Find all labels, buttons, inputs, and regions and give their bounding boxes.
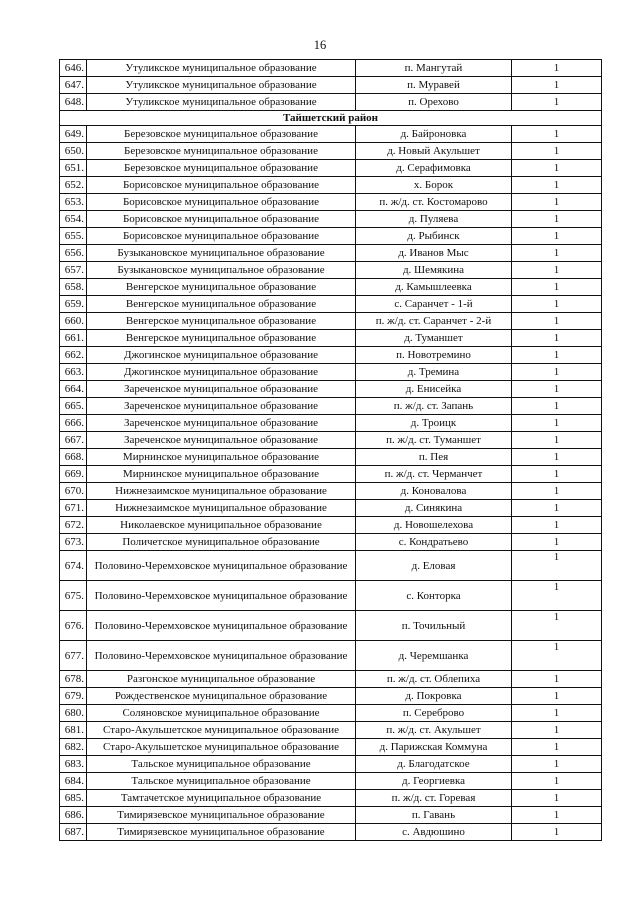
count-cell: 1 (512, 705, 602, 722)
row-number: 664. (60, 381, 87, 398)
municipality-cell: Зареченское муниципальное образование (87, 415, 356, 432)
settlement-cell: д. Еловая (356, 551, 512, 581)
row-number: 676. (60, 611, 87, 641)
settlement-cell: с. Кондратьево (356, 534, 512, 551)
settlement-cell: с. Саранчет - 1-й (356, 296, 512, 313)
table-row (60, 790, 602, 807)
settlement-cell: п. ж/д. ст. Костомарово (356, 194, 512, 211)
row-number: 687. (60, 824, 87, 841)
count-cell: 1 (512, 177, 602, 194)
municipality-cell: Половино-Черемховское муниципальное образование (87, 641, 356, 671)
count-cell: 1 (512, 364, 602, 381)
row-number: 653. (60, 194, 87, 211)
row-number: 666. (60, 415, 87, 432)
row-number: 662. (60, 347, 87, 364)
row-number: 677. (60, 641, 87, 671)
row-number: 659. (60, 296, 87, 313)
settlement-cell: д. Тремина (356, 364, 512, 381)
row-number: 680. (60, 705, 87, 722)
municipality-cell: Рождественское муниципальное образование (87, 688, 356, 705)
municipality-cell: Бузыкановское муниципальное образование (87, 262, 356, 279)
count-cell: 1 (512, 415, 602, 432)
table-row (60, 364, 602, 381)
count-cell: 1 (512, 688, 602, 705)
count-cell: 1 (512, 551, 602, 581)
municipality-cell: Венгерское муниципальное образование (87, 330, 356, 347)
municipality-cell: Венгерское муниципальное образование (87, 296, 356, 313)
settlement-cell: д. Коновалова (356, 483, 512, 500)
count-cell: 1 (512, 262, 602, 279)
row-number: 686. (60, 807, 87, 824)
row-number: 661. (60, 330, 87, 347)
settlement-cell: с. Авдюшино (356, 824, 512, 841)
settlement-cell: с. Конторка (356, 581, 512, 611)
count-cell: 1 (512, 671, 602, 688)
row-number: 668. (60, 449, 87, 466)
count-cell: 1 (512, 739, 602, 756)
table-body (60, 60, 602, 841)
table-row (60, 671, 602, 688)
table-row (60, 500, 602, 517)
municipality-cell: Николаевское муниципальное образование (87, 517, 356, 534)
table-row (60, 415, 602, 432)
count-cell: 1 (512, 94, 602, 111)
municipality-cell: Зареченское муниципальное образование (87, 398, 356, 415)
count-cell: 1 (512, 432, 602, 449)
count-cell: 1 (512, 347, 602, 364)
settlement-cell: д. Серафимовка (356, 160, 512, 177)
settlement-cell: п. Муравей (356, 77, 512, 94)
count-cell: 1 (512, 790, 602, 807)
settlement-cell: д. Туманшет (356, 330, 512, 347)
table-row (60, 262, 602, 279)
row-number: 657. (60, 262, 87, 279)
row-number: 651. (60, 160, 87, 177)
count-cell: 1 (512, 807, 602, 824)
count-cell: 1 (512, 126, 602, 143)
municipality-cell: Джогинское муниципальное образование (87, 364, 356, 381)
table-row (60, 177, 602, 194)
table-row (60, 77, 602, 94)
page-number: 16 (313, 38, 327, 52)
municipality-cell: Борисовское муниципальное образование (87, 194, 356, 211)
row-number: 673. (60, 534, 87, 551)
municipality-cell: Нижнезаимское муниципальное образование (87, 483, 356, 500)
settlement-cell: д. Благодатское (356, 756, 512, 773)
count-cell: 1 (512, 483, 602, 500)
settlement-cell: д. Камышлеевка (356, 279, 512, 296)
count-cell: 1 (512, 534, 602, 551)
count-cell: 1 (512, 194, 602, 211)
settlement-cell: п. Новотремино (356, 347, 512, 364)
table-row (60, 228, 602, 245)
municipality-cell: Мирнинское муниципальное образование (87, 449, 356, 466)
municipality-cell: Березовское муниципальное образование (87, 143, 356, 160)
settlement-cell: п. ж/д. ст. Туманшет (356, 432, 512, 449)
settlement-cell: п. Сереброво (356, 705, 512, 722)
settlement-cell: п. ж/д. ст. Черманчет (356, 466, 512, 483)
count-cell: 1 (512, 296, 602, 313)
settlements-table (59, 59, 602, 841)
count-cell: 1 (512, 160, 602, 177)
row-number: 684. (60, 773, 87, 790)
count-cell: 1 (512, 77, 602, 94)
settlement-cell: д. Черемшанка (356, 641, 512, 671)
municipality-cell: Половино-Черемховское муниципальное образование (87, 581, 356, 611)
table-row (60, 824, 602, 841)
municipality-cell: Половино-Черемховское муниципальное образование (87, 611, 356, 641)
count-cell: 1 (512, 722, 602, 739)
row-number: 670. (60, 483, 87, 500)
row-number: 663. (60, 364, 87, 381)
row-number: 650. (60, 143, 87, 160)
table-row (60, 194, 602, 211)
count-cell: 1 (512, 773, 602, 790)
municipality-cell: Борисовское муниципальное образование (87, 211, 356, 228)
table-row (60, 347, 602, 364)
table-row (60, 483, 602, 500)
row-number: 646. (60, 60, 87, 77)
settlement-cell: д. Троицк (356, 415, 512, 432)
municipality-cell: Старо-Акульшетское муниципальное образование (87, 722, 356, 739)
settlement-cell: д. Новошелехова (356, 517, 512, 534)
table-row (60, 330, 602, 347)
row-number: 672. (60, 517, 87, 534)
table-row (60, 398, 602, 415)
table-row (60, 279, 602, 296)
table-row (60, 705, 602, 722)
table-row (60, 581, 602, 611)
settlement-cell: п. Точильный (356, 611, 512, 641)
row-number: 671. (60, 500, 87, 517)
row-number: 679. (60, 688, 87, 705)
settlement-cell: п. ж/д. ст. Запань (356, 398, 512, 415)
municipality-cell: Тальское муниципальное образование (87, 756, 356, 773)
table-row (60, 313, 602, 330)
row-number: 660. (60, 313, 87, 330)
municipality-cell: Тимирязевское муниципальное образование (87, 807, 356, 824)
count-cell: 1 (512, 228, 602, 245)
municipality-cell: Соляновское муниципальное образование (87, 705, 356, 722)
municipality-cell: Борисовское муниципальное образование (87, 177, 356, 194)
count-cell: 1 (512, 449, 602, 466)
count-cell: 1 (512, 466, 602, 483)
municipality-cell: Борисовское муниципальное образование (87, 228, 356, 245)
settlement-cell: п. ж/д. ст. Акульшет (356, 722, 512, 739)
municipality-cell: Тальское муниципальное образование (87, 773, 356, 790)
municipality-cell: Березовское муниципальное образование (87, 160, 356, 177)
settlement-cell: п. ж/д. ст. Облепиха (356, 671, 512, 688)
count-cell: 1 (512, 581, 602, 611)
settlement-cell: д. Покровка (356, 688, 512, 705)
settlement-cell: п. Орехово (356, 94, 512, 111)
table-row (60, 722, 602, 739)
municipality-cell: Венгерское муниципальное образование (87, 313, 356, 330)
table-row (60, 143, 602, 160)
municipality-cell: Разгонское муниципальное образование (87, 671, 356, 688)
settlement-cell: д. Новый Акульшет (356, 143, 512, 160)
table-row (60, 611, 602, 641)
row-number: 682. (60, 739, 87, 756)
municipality-cell: Березовское муниципальное образование (87, 126, 356, 143)
table-row (60, 449, 602, 466)
table-row (60, 807, 602, 824)
count-cell: 1 (512, 500, 602, 517)
municipality-cell: Зареченское муниципальное образование (87, 432, 356, 449)
settlement-cell: д. Байроновка (356, 126, 512, 143)
count-cell: 1 (512, 313, 602, 330)
municipality-cell: Нижнезаимское муниципальное образование (87, 500, 356, 517)
row-number: 658. (60, 279, 87, 296)
municipality-cell: Утуликское муниципальное образование (87, 77, 356, 94)
municipality-cell: Половино-Черемховское муниципальное образование (87, 551, 356, 581)
row-number: 683. (60, 756, 87, 773)
row-number: 678. (60, 671, 87, 688)
district-header: Тайшетский район (60, 111, 602, 126)
table-row (60, 517, 602, 534)
count-cell: 1 (512, 245, 602, 262)
settlement-cell: п. Мангутай (356, 60, 512, 77)
municipality-cell: Венгерское муниципальное образование (87, 279, 356, 296)
row-number: 656. (60, 245, 87, 262)
settlement-cell: п. ж/д. ст. Саранчет - 2-й (356, 313, 512, 330)
table-row (60, 688, 602, 705)
municipality-cell: Джогинское муниципальное образование (87, 347, 356, 364)
row-number: 674. (60, 551, 87, 581)
settlement-cell: д. Синякина (356, 500, 512, 517)
count-cell: 1 (512, 381, 602, 398)
row-number: 649. (60, 126, 87, 143)
count-cell: 1 (512, 398, 602, 415)
row-number: 655. (60, 228, 87, 245)
table-row (60, 381, 602, 398)
table-row (60, 245, 602, 262)
table-row (60, 551, 602, 581)
table-row (60, 211, 602, 228)
settlement-cell: д. Иванов Мыс (356, 245, 512, 262)
settlement-cell: д. Парижская Коммуна (356, 739, 512, 756)
row-number: 652. (60, 177, 87, 194)
municipality-cell: Тимирязевское муниципальное образование (87, 824, 356, 841)
settlement-cell: п. Пея (356, 449, 512, 466)
settlement-cell: д. Пуляева (356, 211, 512, 228)
count-cell: 1 (512, 641, 602, 671)
table-row (60, 466, 602, 483)
table-row (60, 432, 602, 449)
row-number: 685. (60, 790, 87, 807)
settlement-cell: п. Гавань (356, 807, 512, 824)
count-cell: 1 (512, 611, 602, 641)
municipality-cell: Тамтачетское муниципальное образование (87, 790, 356, 807)
municipality-cell: Поличетское муниципальное образование (87, 534, 356, 551)
count-cell: 1 (512, 824, 602, 841)
table-row (60, 296, 602, 313)
count-cell: 1 (512, 756, 602, 773)
count-cell: 1 (512, 517, 602, 534)
count-cell: 1 (512, 330, 602, 347)
settlement-cell: д. Шемякина (356, 262, 512, 279)
row-number: 675. (60, 581, 87, 611)
row-number: 681. (60, 722, 87, 739)
row-number: 654. (60, 211, 87, 228)
table-row (60, 94, 602, 111)
row-number: 647. (60, 77, 87, 94)
table-row (60, 160, 602, 177)
district-header-row (60, 111, 602, 126)
count-cell: 1 (512, 279, 602, 296)
municipality-cell: Старо-Акульшетское муниципальное образование (87, 739, 356, 756)
count-cell: 1 (512, 211, 602, 228)
row-number: 665. (60, 398, 87, 415)
table-row (60, 773, 602, 790)
table-row (60, 534, 602, 551)
settlement-cell: д. Георгиевка (356, 773, 512, 790)
table-row (60, 756, 602, 773)
table-row (60, 60, 602, 77)
municipality-cell: Утуликское муниципальное образование (87, 60, 356, 77)
municipality-cell: Зареченское муниципальное образование (87, 381, 356, 398)
count-cell: 1 (512, 143, 602, 160)
row-number: 669. (60, 466, 87, 483)
table-row (60, 126, 602, 143)
table-row (60, 641, 602, 671)
municipality-cell: Мирнинское муниципальное образование (87, 466, 356, 483)
row-number: 648. (60, 94, 87, 111)
table-row (60, 739, 602, 756)
settlement-cell: д. Енисейка (356, 381, 512, 398)
settlement-cell: х. Борок (356, 177, 512, 194)
municipality-cell: Утуликское муниципальное образование (87, 94, 356, 111)
settlement-cell: д. Рыбинск (356, 228, 512, 245)
settlement-cell: п. ж/д. ст. Горевая (356, 790, 512, 807)
municipality-cell: Бузыкановское муниципальное образование (87, 245, 356, 262)
row-number: 667. (60, 432, 87, 449)
count-cell: 1 (512, 60, 602, 77)
